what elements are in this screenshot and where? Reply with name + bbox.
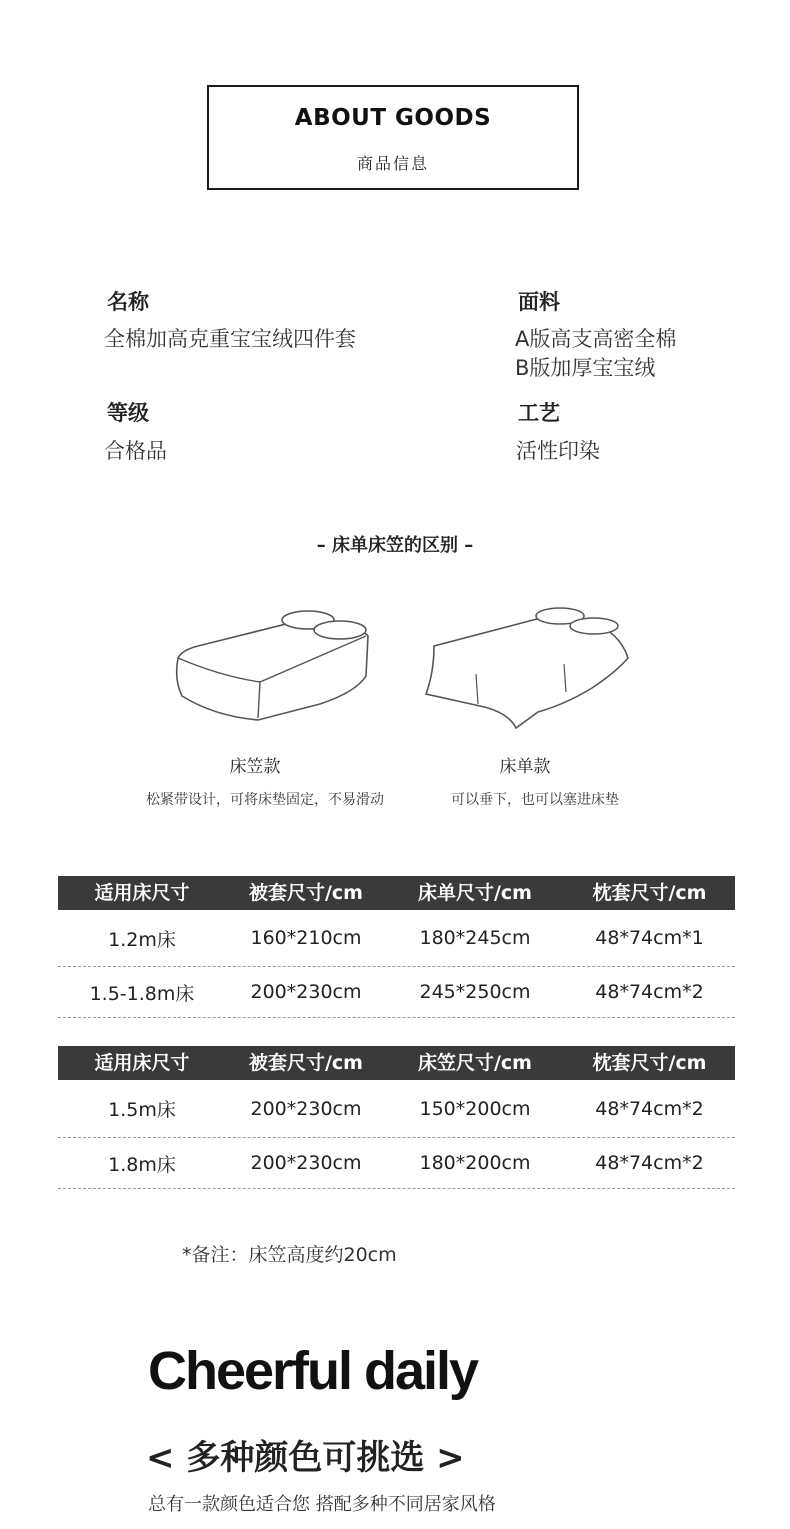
table-cell: 1.2m床 [108,928,176,951]
table-header-cell: 适用床尺寸 [94,1052,190,1074]
table-cell: 180*245cm [419,927,531,949]
table-header-cell: 床单尺寸/cm [417,882,532,904]
grade-value: 合格品 [104,439,167,463]
table-header [58,876,735,910]
table-cell: 1.8m床 [108,1153,176,1176]
size-table-flat-sheet [58,876,735,1018]
table-cell: 200*230cm [250,1097,362,1120]
table-cell: 48*74cm*2 [595,1097,704,1120]
name-label: 名称 [107,290,149,314]
about-goods-header [207,85,579,190]
table-cell: 48*74cm*1 [595,927,704,949]
fitted-sheet-illustration [160,600,380,725]
table-cell: 48*74cm*2 [595,1152,704,1174]
craft-value: 活性印染 [516,439,600,463]
header-subtitle: 商品信息 [356,154,429,173]
table-cell: 1.5m床 [108,1099,176,1121]
table-cell: 245*250cm [419,981,531,1003]
name-value: 全棉加高克重宝宝绒四件套 [104,327,356,351]
table-cell: 1.5-1.8m床 [89,982,195,1005]
grade-label: 等级 [107,401,149,425]
flat-sheet-label: 床单款 [499,757,551,777]
fitted-height-note: *备注：床笠高度约20cm [182,1244,397,1266]
promo-tagline: 总有一款颜色适合您 搭配多种不同居家风格 [148,1494,496,1515]
table-header-cell: 枕套尺寸/cm [592,882,707,904]
table-row [58,1080,735,1138]
promo-subheadline: < 多种颜色可挑选 > [146,1438,465,1478]
table-row [58,910,735,967]
craft-label: 工艺 [518,401,560,425]
table-row [58,1138,735,1189]
table-header [58,1046,735,1080]
promo-headline: Cheerful daily [148,1341,478,1401]
table-cell: 200*230cm [250,1152,362,1174]
size-table-fitted-sheet [58,1046,735,1189]
table-cell: 48*74cm*2 [595,981,704,1003]
table-header-cell: 被套尺寸/cm [248,1052,363,1074]
table-cell: 200*230cm [250,981,362,1003]
fabric-value-a: A版高支高密全棉 [515,327,677,351]
table-row [58,967,735,1018]
flat-sheet-desc: 可以垂下，也可以塞进床垫 [451,792,619,808]
section-title-compare: – 床单床笠的区别 – [316,535,474,556]
table-header-cell: 被套尺寸/cm [248,882,363,904]
table-header-cell: 枕套尺寸/cm [592,1052,707,1074]
flat-sheet-illustration [420,600,640,730]
fabric-value-b: B版加厚宝宝绒 [515,356,656,380]
header-title: ABOUT GOODS [294,105,492,131]
table-cell: 180*200cm [419,1152,531,1174]
fabric-label: 面料 [518,290,560,314]
table-cell: 150*200cm [419,1097,531,1120]
fitted-sheet-desc: 松紧带设计，可将床垫固定，不易滑动 [146,792,384,808]
table-cell: 160*210cm [250,927,362,949]
fitted-sheet-label: 床笠款 [229,757,281,777]
table-header-cell: 适用床尺寸 [94,882,190,904]
table-header-cell: 床笠尺寸/cm [417,1052,532,1074]
